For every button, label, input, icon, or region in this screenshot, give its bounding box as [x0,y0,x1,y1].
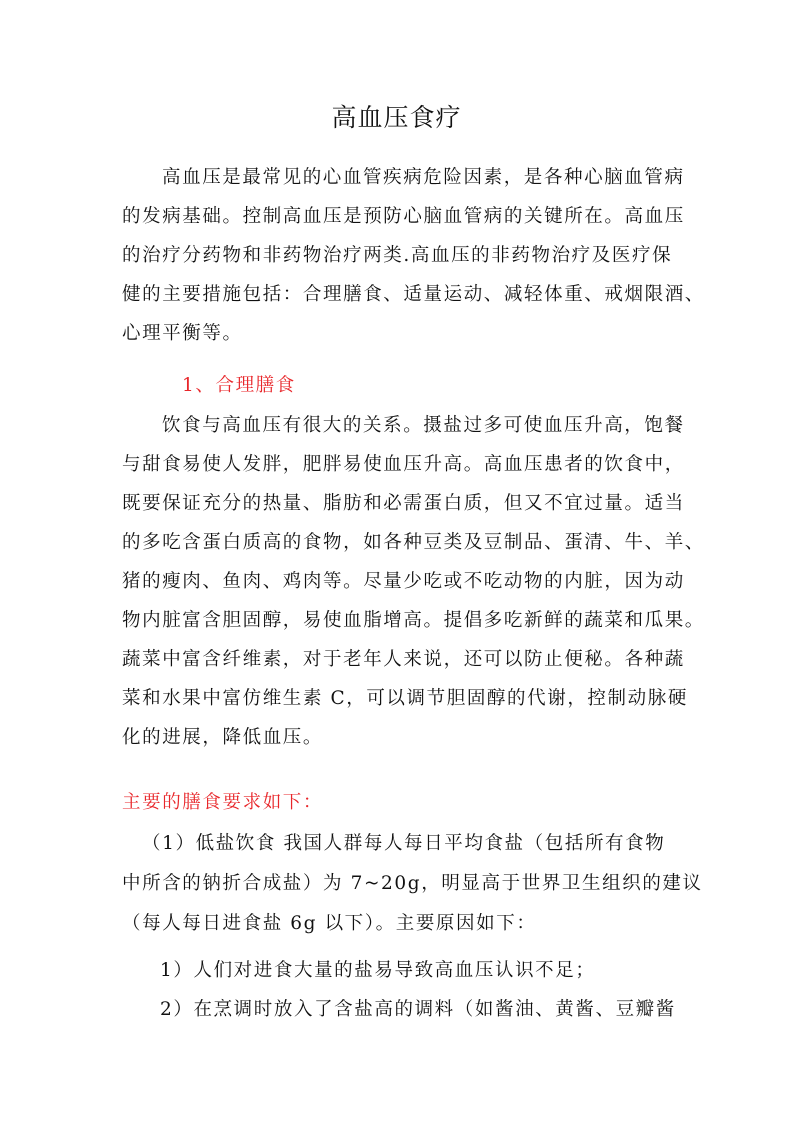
intro-line: 的治疗分药物和非药物治疗两类.高血压的非药物治疗及医疗保 [122,245,673,266]
intro-line: 心理平衡等。 [122,323,243,344]
intro-line: 的发病基础。控制高血压是预防心脑血管病的关键所在。高血压 [122,206,685,227]
section-line: 与甜食易使人发胖，肥胖易使血压升高。高血压患者的饮食中， [122,454,685,475]
section-line: 饮食与高血压有很大的关系。摄盐过多可使血压升高，饱餐 [162,415,685,436]
section-line: 蔬菜中富含纤维素，对于老年人来说，还可以防止便秘。各种蔬 [122,649,685,670]
requirement-line: 中所含的钠折合成盐）为 7~20g，明显高于世界卫生组织的建议 [122,873,703,894]
requirements-heading: 主要的膳食要求如下： [122,792,324,813]
reason-item: 2）在烹调时放入了含盐高的调料（如酱油、黄酱、豆瓣酱 [160,999,676,1020]
requirement-line: （每人每日进食盐 6g 以下）。主要原因如下： [122,913,537,934]
section-line: 猪的瘦肉、鱼肉、鸡肉等。尽量少吃或不吃动物的内脏，因为动 [122,571,685,592]
section-line: 既要保证充分的热量、脂肪和必需蛋白质，但又不宜过量。适当 [122,493,685,514]
requirement-line: （1）低盐饮食 我国人群每人每日平均食盐（包括所有食物 [142,833,666,854]
section-line: 菜和水果中富仿维生素 C，可以调节胆固醇的代谢，控制动脉硬 [122,688,688,709]
document-title: 高血压食疗 [331,103,462,132]
section-heading-diet: 1、合理膳食 [182,375,296,396]
reason-item: 1）人们对进食大量的盐易导致高血压认识不足； [160,960,596,981]
intro-line: 健的主要措施包括：合理膳食、适量运动、减轻体重、戒烟限酒、 [122,284,705,305]
section-line: 的多吃含蛋白质高的食物，如各种豆类及豆制品、蛋清、牛、羊、 [122,532,705,553]
section-line: 物内脏富含胆固醇，易使血脂增高。提倡多吃新鲜的蔬菜和瓜果。 [122,610,705,631]
section-line: 化的进展，降低血压。 [122,727,324,748]
intro-line: 高血压是最常见的心血管疾病危险因素，是各种心脑血管病 [162,167,685,188]
